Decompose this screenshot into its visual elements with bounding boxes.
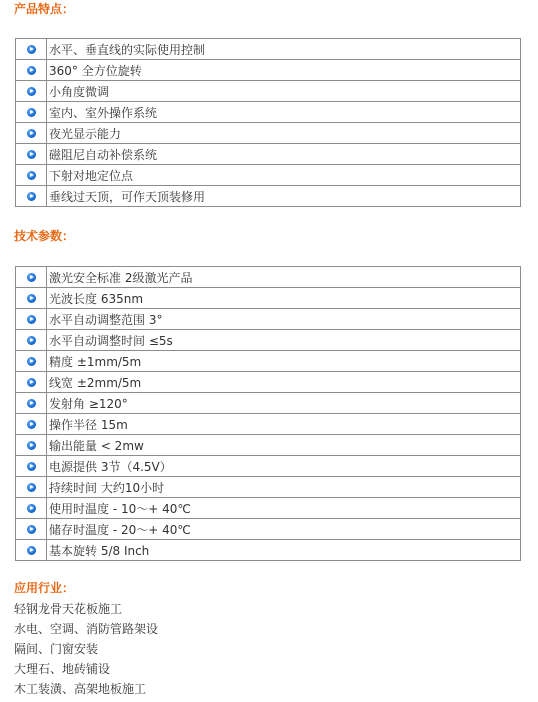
- features-heading: 产品特点：: [14, 2, 75, 16]
- spec-row: [16, 351, 521, 372]
- spec-text: 使用时温度 - 10～+ 40℃: [47, 498, 521, 519]
- bullet-icon: [27, 399, 36, 408]
- feature-row: [16, 186, 521, 207]
- applications-heading: 应用行业：: [14, 581, 75, 595]
- list-item: 大理石、地砖铺设: [14, 662, 111, 676]
- feature-row: [16, 60, 521, 81]
- bullet-icon: [27, 66, 36, 75]
- spec-text: 激光安全标准 2级激光产品: [47, 267, 521, 288]
- bullet-icon: [27, 357, 36, 366]
- bullet-icon: [27, 441, 36, 450]
- bullet-icon: [27, 315, 36, 324]
- spec-text: 储存时温度 - 20～+ 40℃: [47, 519, 521, 540]
- feature-row: [16, 144, 521, 165]
- bullet-icon: [27, 273, 36, 282]
- bullet-icon: [27, 192, 36, 201]
- feature-text: 下射对地定位点: [47, 165, 521, 186]
- bullet-icon: [27, 462, 36, 471]
- bullet-icon: [27, 129, 36, 138]
- spec-text: 光波长度 635nm: [47, 288, 521, 309]
- feature-row: [16, 165, 521, 186]
- feature-text: 夜光显示能力: [47, 123, 521, 144]
- spec-text: 操作半径 15m: [47, 414, 521, 435]
- spec-text: 精度 ±1mm/5m: [47, 351, 521, 372]
- feature-row: [16, 39, 521, 60]
- list-item: 木工装潢、高架地板施工: [14, 682, 147, 696]
- spec-row: [16, 330, 521, 351]
- bullet-icon: [27, 378, 36, 387]
- spec-text: 输出能量 < 2mw: [47, 435, 521, 456]
- feature-text: 小角度微调: [47, 81, 521, 102]
- bullet-icon: [27, 525, 36, 534]
- spec-row: [16, 393, 521, 414]
- bullet-icon: [27, 294, 36, 303]
- list-item: 水电、空调、消防管路架设: [14, 622, 159, 636]
- bullet-icon: [27, 504, 36, 513]
- bullet-icon: [27, 150, 36, 159]
- spec-row: [16, 288, 521, 309]
- spec-row: [16, 477, 521, 498]
- features-table: [15, 38, 521, 207]
- spec-row: [16, 519, 521, 540]
- bullet-icon: [27, 483, 36, 492]
- specs-heading: 技术参数：: [14, 229, 75, 243]
- bullet-icon: [27, 45, 36, 54]
- feature-text: 磁阻尼自动补偿系统: [47, 144, 521, 165]
- feature-row: [16, 102, 521, 123]
- spec-text: 线宽 ±2mm/5m: [47, 372, 521, 393]
- feature-row: [16, 81, 521, 102]
- spec-row: [16, 267, 521, 288]
- bullet-icon: [27, 108, 36, 117]
- bullet-icon: [27, 171, 36, 180]
- feature-text: 室内、室外操作系统: [47, 102, 521, 123]
- spec-text: 发射角 ≥120°: [47, 393, 521, 414]
- feature-text: 水平、垂直线的实际使用控制: [47, 39, 521, 60]
- feature-text: 垂线过天顶，可作天顶装修用: [47, 186, 521, 207]
- spec-text: 电源提供 3节（4.5V）: [47, 456, 521, 477]
- spec-text: 水平自动调整范围 3°: [47, 309, 521, 330]
- applications-list: [14, 599, 158, 699]
- spec-row: [16, 498, 521, 519]
- specs-table: [15, 266, 521, 561]
- list-item: 隔间、门窗安装: [14, 642, 99, 656]
- spec-text: 基本旋转 5/8 Inch: [47, 540, 521, 561]
- feature-text: 360° 全方位旋转: [47, 60, 521, 81]
- spec-text: 持续时间 大约10小时: [47, 477, 521, 498]
- spec-row: [16, 456, 521, 477]
- spec-row: [16, 372, 521, 393]
- bullet-icon: [27, 336, 36, 345]
- spec-row: [16, 540, 521, 561]
- spec-row: [16, 435, 521, 456]
- bullet-icon: [27, 546, 36, 555]
- bullet-icon: [27, 420, 36, 429]
- bullet-icon: [27, 87, 36, 96]
- spec-row: [16, 414, 521, 435]
- feature-row: [16, 123, 521, 144]
- spec-row: [16, 309, 521, 330]
- list-item: 轻钢龙骨天花板施工: [14, 602, 123, 616]
- spec-text: 水平自动调整时间 ≤5s: [47, 330, 521, 351]
